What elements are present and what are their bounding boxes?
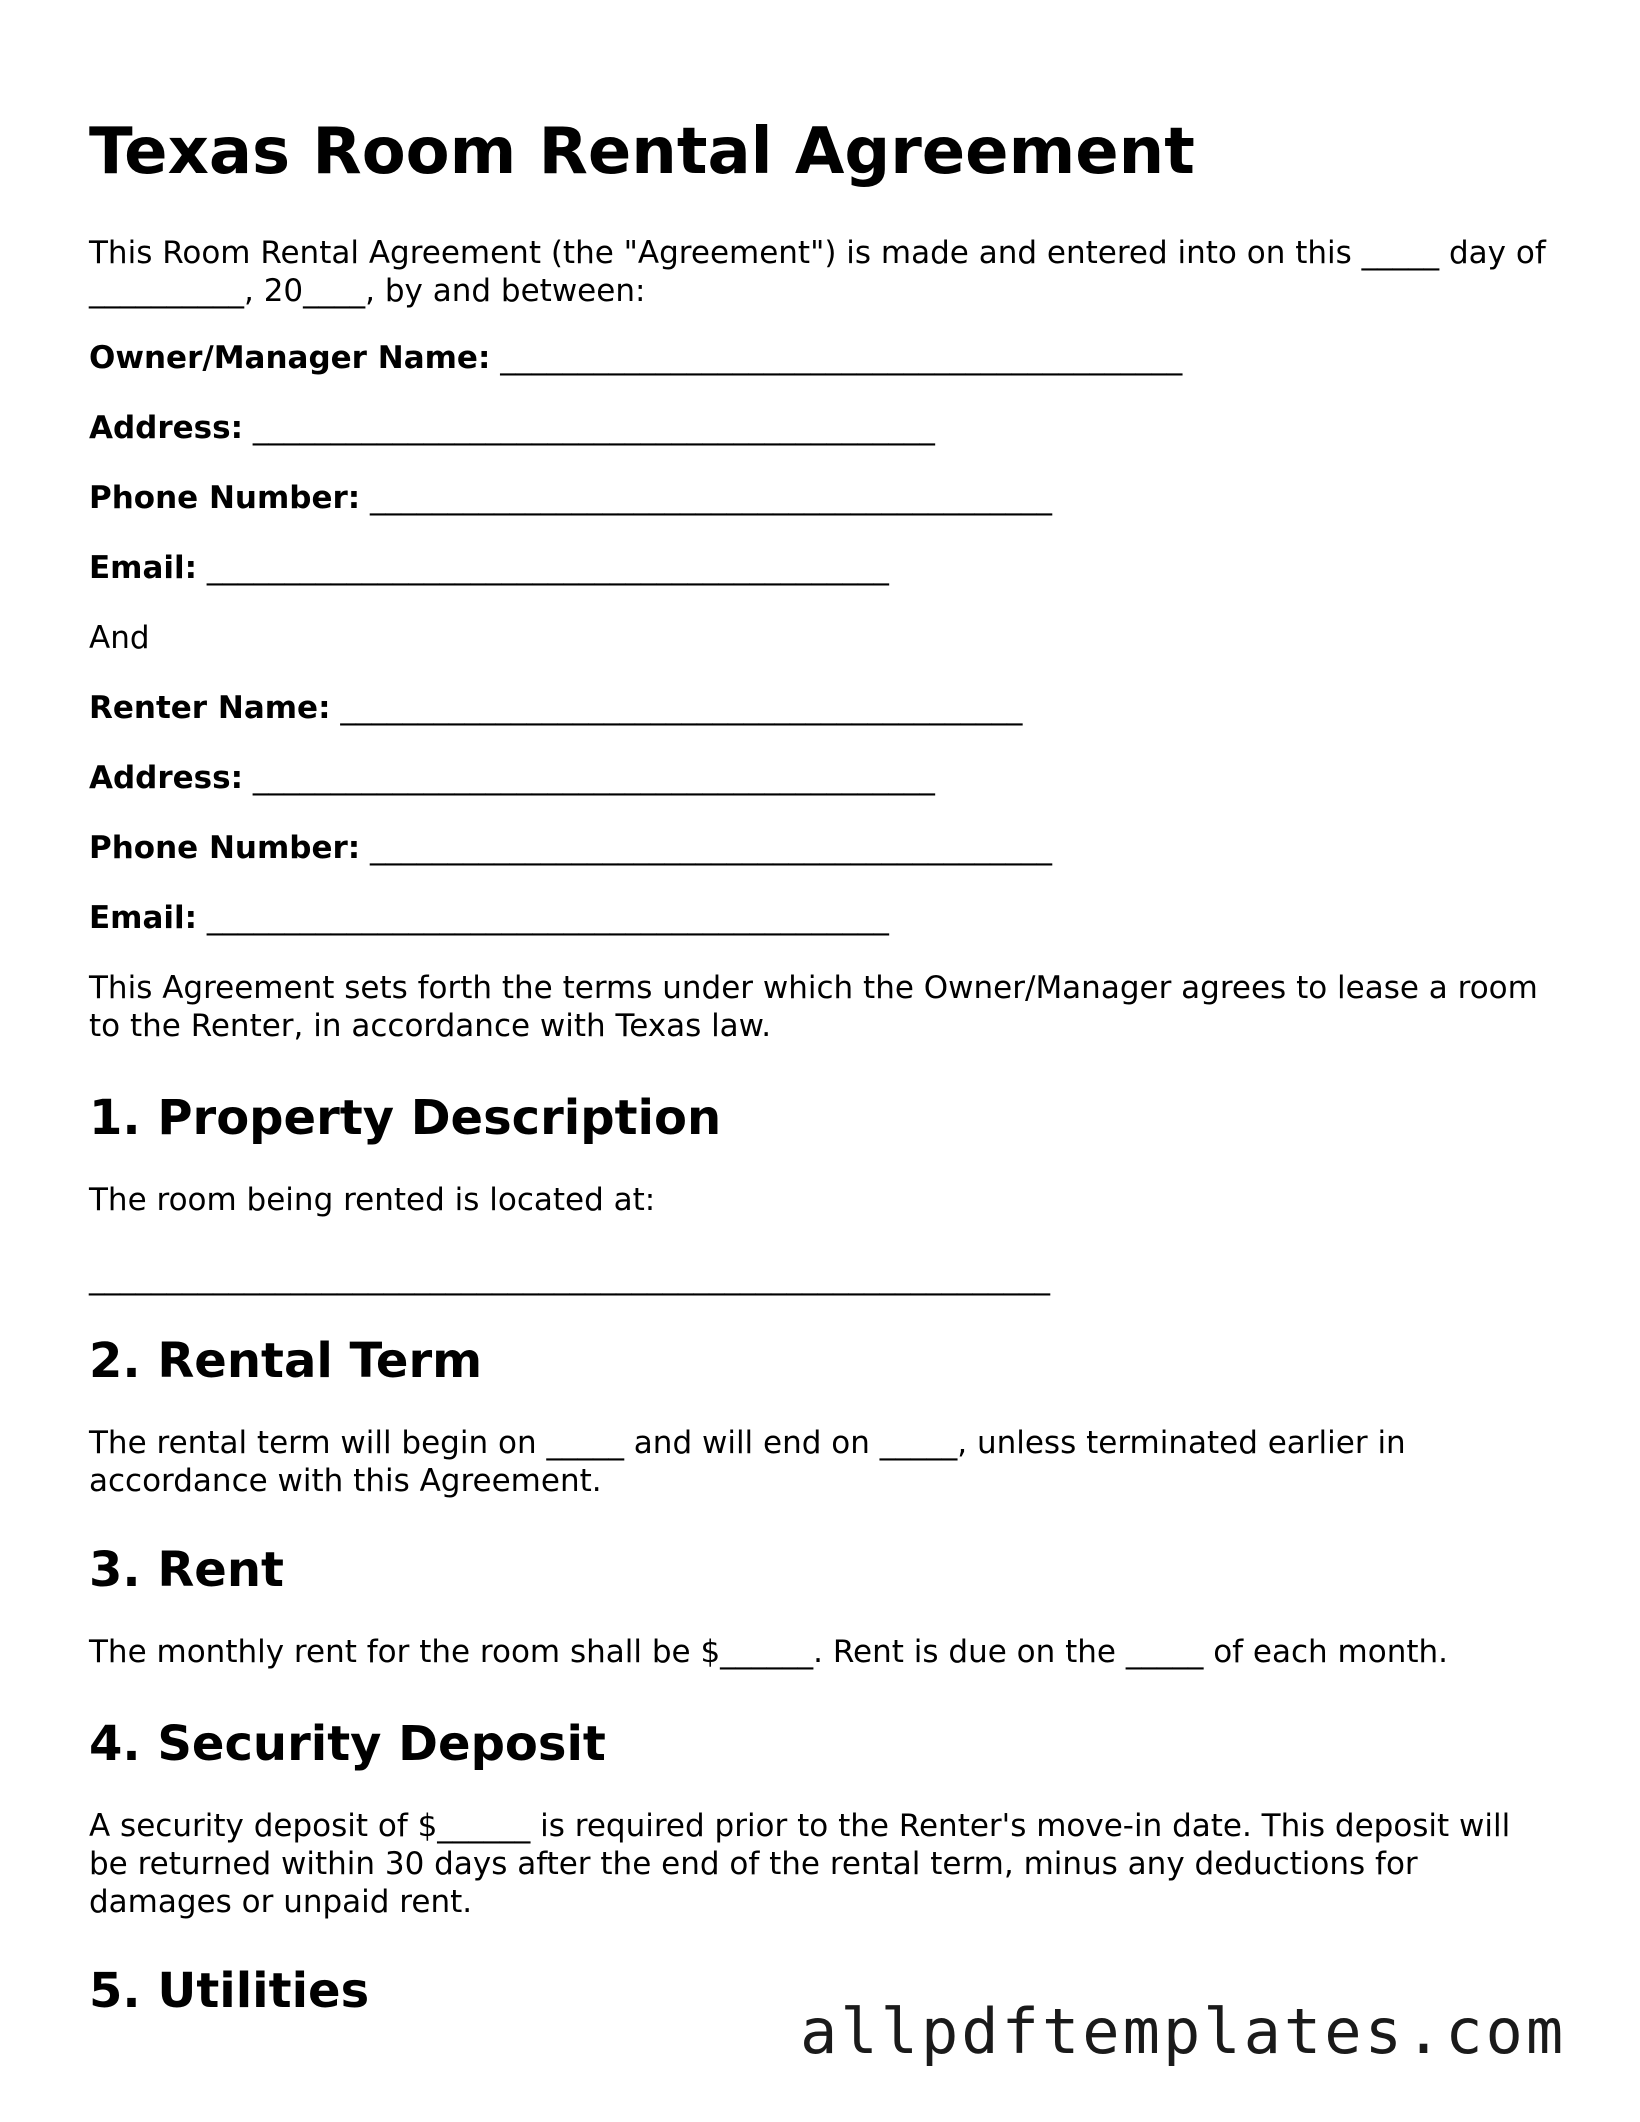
section-heading-rent: 3. Rent xyxy=(89,1542,284,1598)
owner-email-label: Email: xyxy=(89,550,198,586)
renter-email-blank: ____________________________________________ xyxy=(197,900,889,936)
owner-address-blank: ____________________________________________ xyxy=(243,410,935,446)
renter-phone-blank: ____________________________________________ xyxy=(360,830,1053,866)
owner-email-field xyxy=(89,549,889,587)
owner-address-label: Address: xyxy=(89,410,243,446)
section-body-property: The room being rented is located at: xyxy=(89,1182,656,1218)
renter-address-label: Address: xyxy=(89,760,243,796)
renter-name-field xyxy=(89,689,1022,727)
owner-name-blank: ____________________________________________ xyxy=(490,340,1183,376)
renter-address-field xyxy=(89,759,935,797)
owner-phone-blank: ____________________________________________ xyxy=(360,480,1053,516)
section-body-security-deposit: A security deposit of $______ is required prior to the Renter's move-in date. This deposit will be returned within 30 days after the end of the rental term, minus any deductions for damages or unpaid rent. xyxy=(89,1808,1511,1920)
owner-name-label: Owner/Manager Name: xyxy=(89,340,491,376)
section-heading-property: 1. Property Description xyxy=(89,1090,722,1146)
intro-paragraph: This Room Rental Agreement (the "Agreement") is made and entered into on this _____ day of __________, 20____, by and between: xyxy=(89,235,1546,309)
owner-address-field xyxy=(89,409,935,447)
section-body-rent: The monthly rent for the room shall be $______. Rent is due on the _____ of each month. xyxy=(89,1634,1449,1670)
section-heading-utilities: 5. Utilities xyxy=(89,1963,370,2019)
property-address-blank: ______________________________________________________________ xyxy=(89,1260,1050,1296)
renter-address-blank: ____________________________________________ xyxy=(243,760,935,796)
renter-name-blank: ____________________________________________ xyxy=(330,690,1023,726)
purpose-paragraph: This Agreement sets forth the terms under which the Owner/Manager agrees to lease a room to the Renter, in accordance with Texas law. xyxy=(89,970,1538,1044)
owner-name-field xyxy=(89,339,1182,377)
owner-phone-field xyxy=(89,479,1052,517)
owner-phone-label: Phone Number: xyxy=(89,480,361,516)
watermark-text: allpdftemplates.com xyxy=(800,1995,1567,2068)
renter-name-label: Renter Name: xyxy=(89,690,331,726)
renter-phone-label: Phone Number: xyxy=(89,830,361,866)
section-heading-security-deposit: 4. Security Deposit xyxy=(89,1716,606,1772)
section-heading-rental-term: 2. Rental Term xyxy=(89,1333,483,1389)
section-body-rental-term: The rental term will begin on _____ and will end on _____, unless terminated earlier in accordance with this Agreement. xyxy=(89,1425,1406,1499)
and-text: And xyxy=(89,620,150,656)
renter-email-label: Email: xyxy=(89,900,198,936)
document-title: Texas Room Rental Agreement xyxy=(89,115,1195,189)
owner-email-blank: ____________________________________________ xyxy=(197,550,889,586)
renter-email-field xyxy=(89,899,889,937)
renter-phone-field xyxy=(89,829,1052,867)
